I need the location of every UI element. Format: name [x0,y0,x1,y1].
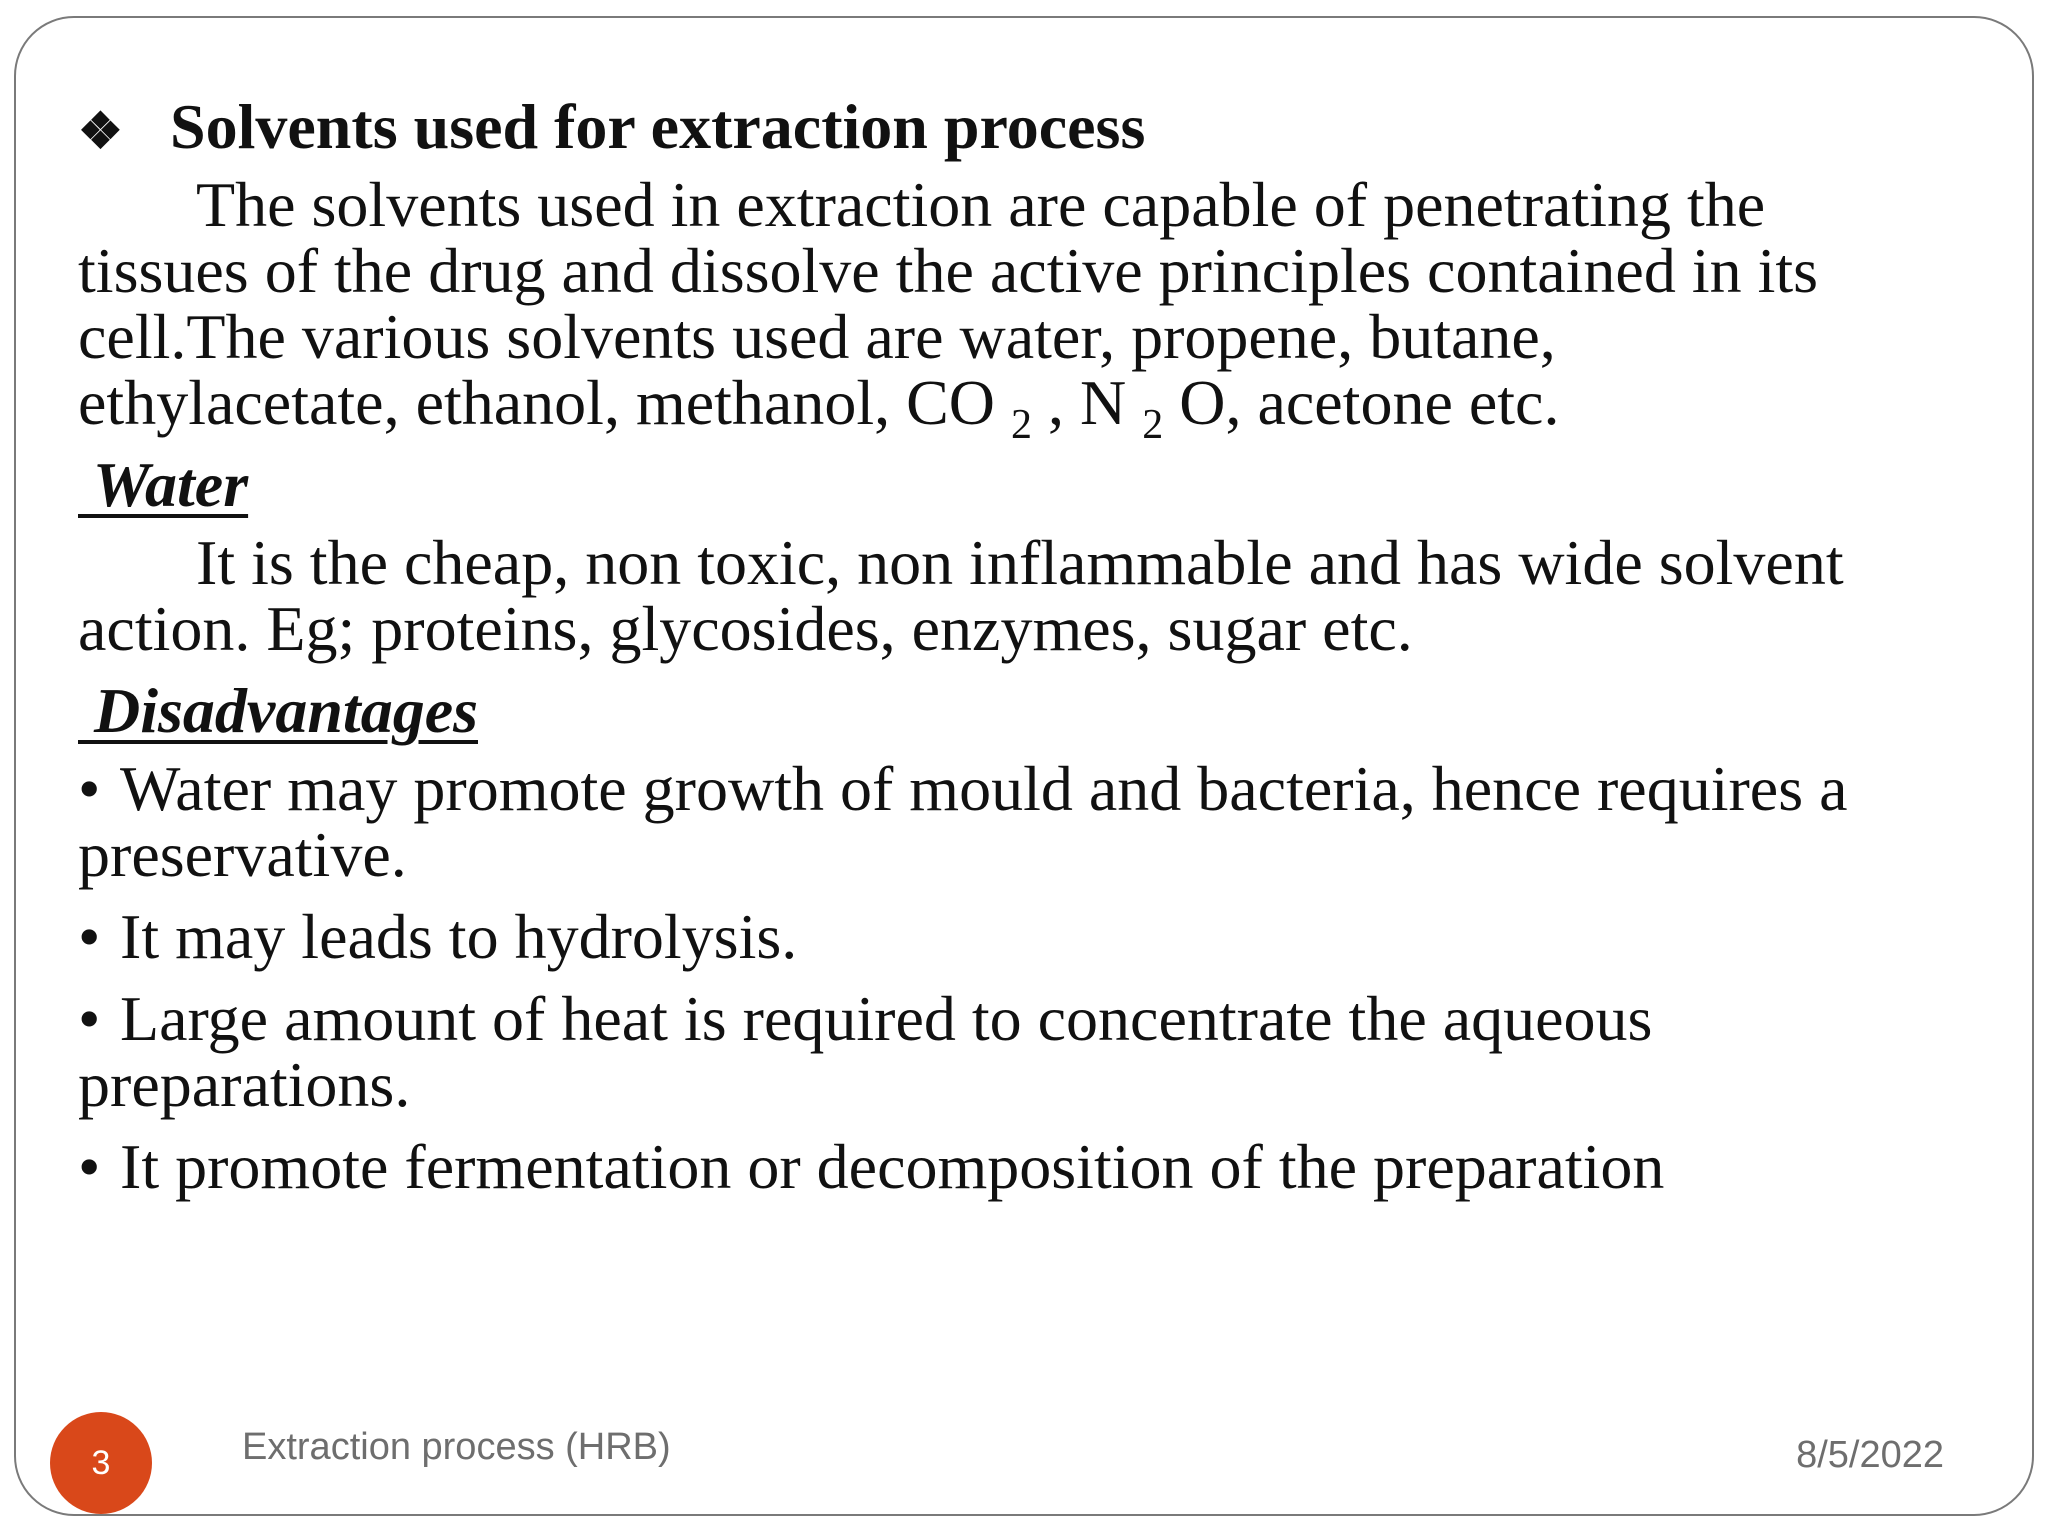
n2o-subscript: 2 [1142,402,1164,448]
disadvantages-heading: Disadvantages [78,675,478,746]
intro-line-4a: ethylacetate, ethanol, methanol, CO [78,367,1011,438]
list-item-line-1: Water may promote growth of mould and bacteria, hence requires a [120,753,1848,824]
list-item [78,753,1998,890]
water-heading: Water [78,449,249,520]
footer-date: 8/5/2022 [1796,1434,1944,1476]
list-item [78,1131,1998,1202]
slide-number-badge [50,1412,152,1514]
list-item-line-1: It promote fermentation or decomposition of the preparation [120,1131,1665,1202]
list-item-line-1: It may leads to hydrolysis. [120,901,798,972]
slide-number: 3 [91,1443,111,1482]
list-item-line-1: Large amount of heat is required to concentrate the aqueous [120,983,1653,1054]
list-item [78,983,1998,1120]
bullet-dot-icon: • [78,983,101,1054]
water-line-2: action. Eg; proteins, glycosides, enzymes, sugar etc. [78,593,1413,664]
list-item-line-2: preservative. [78,819,407,890]
intro-line-3: cell.The various solvents used are water, propene, butane, [78,301,1556,372]
slide-heading-text: Solvents used for extraction process [170,91,1146,162]
bullet-dot-icon: • [78,1131,101,1202]
slide-content [78,86,1998,1216]
co2-subscript: 2 [1011,402,1032,448]
water-line-1: It is the cheap, non toxic, non inflammable and has wide solvent [196,527,1844,598]
diamond-bullet-icon: ❖ [78,103,123,159]
bullet-dot-icon: • [78,753,101,824]
slide [14,16,2034,1516]
intro-line-2: tissues of the drug and dissolve the active principles contained in its [78,235,1819,306]
intro-line-4b: , N [1032,367,1143,438]
intro-line-4c: O, acetone etc. [1163,367,1560,438]
bullet-dot-icon: • [78,901,101,972]
footer-title: Extraction process (HRB) [242,1426,671,1468]
list-item [78,901,1998,972]
slide-heading [78,86,1998,172]
intro-paragraph [78,169,1998,448]
disadvantages-list [78,753,1998,1202]
list-item-line-2: preparations. [78,1049,411,1120]
intro-line-1: The solvents used in extraction are capable of penetrating the [196,169,1766,240]
water-paragraph [78,527,1998,664]
